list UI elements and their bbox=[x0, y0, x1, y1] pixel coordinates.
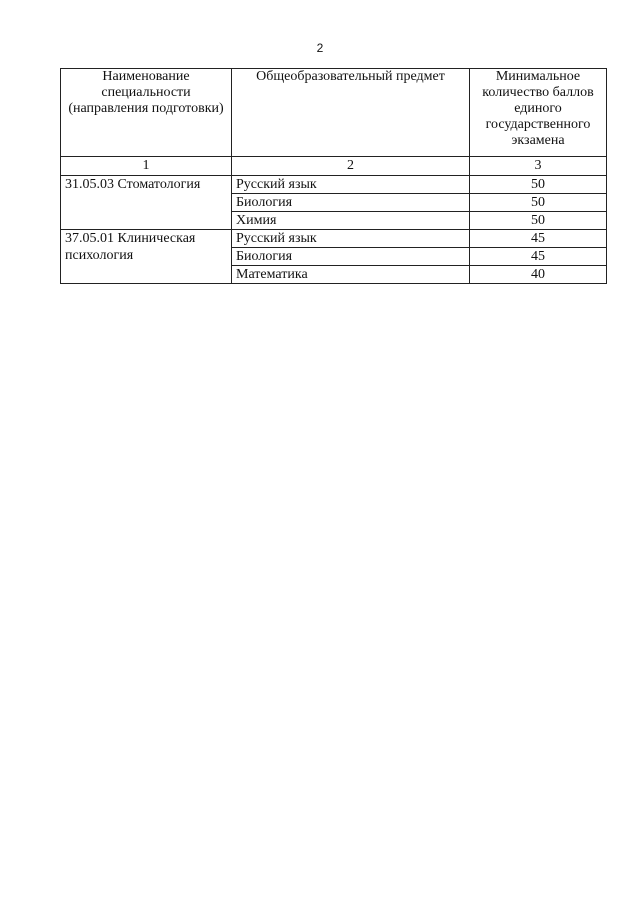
table-header-row bbox=[61, 69, 607, 157]
specialty-cell: 31.05.03 Стоматология bbox=[61, 176, 232, 230]
specialty-cell: 37.05.01 Клиническая психология bbox=[61, 230, 232, 284]
column-number: 2 bbox=[232, 157, 470, 176]
subject-cell: Биология bbox=[232, 194, 470, 212]
subject-cell: Русский язык bbox=[232, 176, 470, 194]
score-cell: 50 bbox=[470, 194, 607, 212]
subject-cell: Биология bbox=[232, 248, 470, 266]
column-number: 1 bbox=[61, 157, 232, 176]
header-specialty: Наименование специальности (направления подготовки) bbox=[61, 69, 232, 157]
score-cell: 45 bbox=[470, 248, 607, 266]
table-row bbox=[61, 230, 607, 248]
header-min-score: Минимальное количество баллов единого государственного экзамена bbox=[470, 69, 607, 157]
column-number: 3 bbox=[470, 157, 607, 176]
score-cell: 50 bbox=[470, 176, 607, 194]
score-cell: 50 bbox=[470, 212, 607, 230]
score-cell: 45 bbox=[470, 230, 607, 248]
score-cell: 40 bbox=[470, 266, 607, 284]
column-number-row bbox=[61, 157, 607, 176]
subject-cell: Математика bbox=[232, 266, 470, 284]
header-subject: Общеобразовательный предмет bbox=[232, 69, 470, 157]
page-number: 2 bbox=[316, 41, 324, 55]
table-row bbox=[61, 176, 607, 194]
exam-scores-table bbox=[60, 68, 607, 284]
subject-cell: Русский язык bbox=[232, 230, 470, 248]
subject-cell: Химия bbox=[232, 212, 470, 230]
